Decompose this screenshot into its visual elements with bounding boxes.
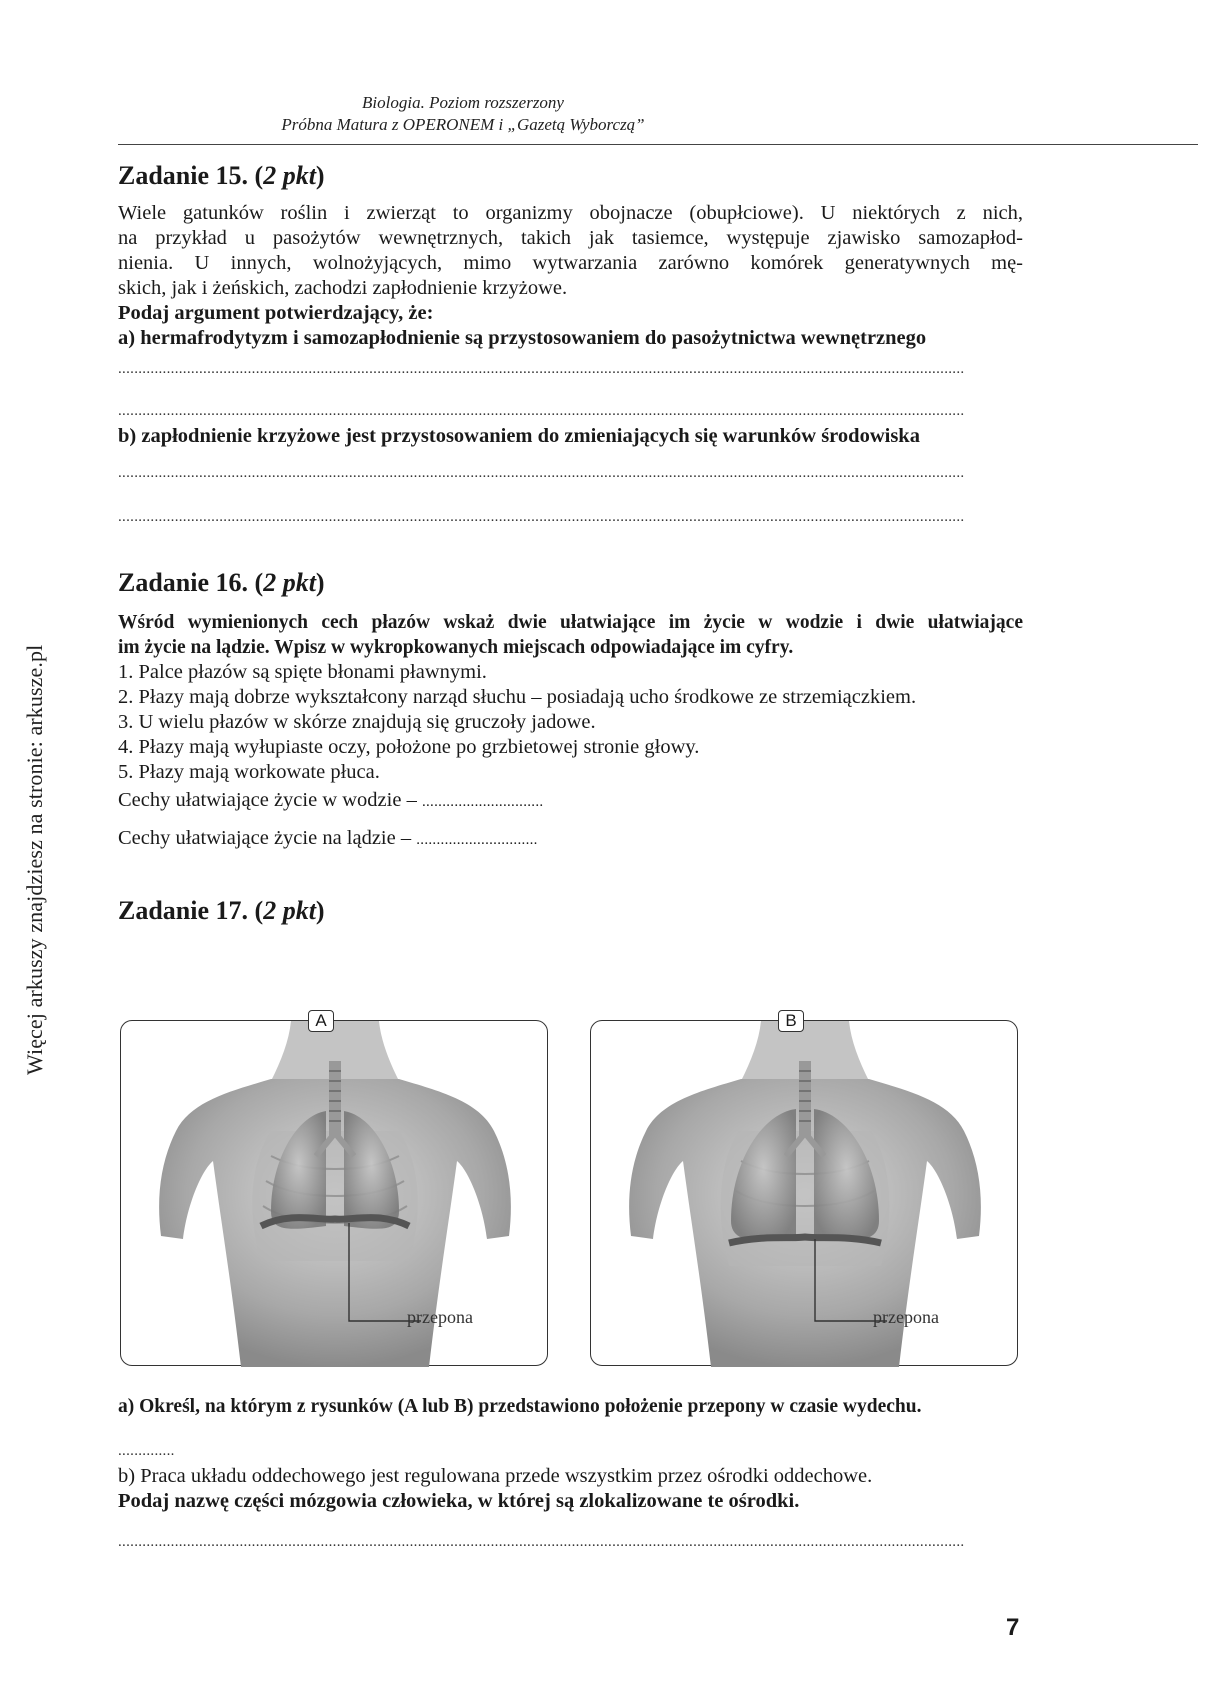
figure-b-diaphragm-label: przepona bbox=[873, 1307, 939, 1327]
task-16-item: 2. Płazy mają dobrze wykształcony narząd słuchu – posiadają ucho środkowe ze strzemiączkiem. bbox=[118, 686, 917, 708]
task-15-intro-line: skich, jak i żeńskich, zachodzi zapłodnienie krzyżowe. bbox=[118, 277, 568, 299]
task-15-intro bbox=[118, 201, 1023, 351]
task-17-part-b-context: b) Praca układu oddechowego jest regulowana przede wszystkim przez ośrodki oddechowe. bbox=[118, 1465, 873, 1487]
torso-lungs-illustration-b bbox=[591, 1021, 1019, 1367]
task-16-item: 3. U wielu płazów w skórze znajdują się gruczoły jadowe. bbox=[118, 711, 596, 733]
answer-line[interactable]: ................................................................................................................................................................................................................. bbox=[118, 510, 965, 525]
task-16-land-answer bbox=[118, 826, 1023, 853]
answer-line[interactable]: ................................................................................................................................................................................................................. bbox=[118, 404, 965, 419]
task-16-water-answer bbox=[118, 788, 1023, 815]
land-answer-field[interactable]: .............................. bbox=[416, 832, 538, 848]
task-16-instruction: im życie na lądzie. Wpisz w wykropkowanych miejscach odpowiadające im cyfry. bbox=[118, 637, 794, 658]
land-label: Cechy ułatwiające życie na lądzie – bbox=[118, 827, 417, 849]
answer-line[interactable]: ................................................................................................................................................................................................................. bbox=[118, 362, 965, 377]
task-17-part-a: a) Określ, na którym z rysunków (A lub B) przedstawiono położenie przepony w czasie wydechu. bbox=[118, 1396, 922, 1417]
task-15-intro-line: na przykład u pasożytów wewnętrznych, takich jak tasiemce, występuje zjawisko samozapłod- bbox=[118, 227, 1023, 249]
page-header bbox=[118, 92, 808, 136]
task-15-title: Zadanie 15. (2 pkt) bbox=[118, 161, 325, 190]
header-divider bbox=[118, 144, 1198, 145]
task-16-instruction: Wśród wymienionych cech płazów wskaż dwie ułatwiające im życie w wodzie i dwie ułatwiające bbox=[118, 612, 1023, 633]
task-15-intro-line: Wiele gatunków roślin i zwierząt to organizmy obojnacze (obupłciowe). U niektórych z nich, bbox=[118, 202, 1023, 224]
torso-lungs-illustration-a bbox=[121, 1021, 549, 1367]
water-answer-field[interactable]: .............................. bbox=[421, 794, 544, 810]
task-17-part-b bbox=[118, 1464, 1023, 1514]
task-16-title: Zadanie 16. (2 pkt) bbox=[118, 568, 325, 597]
figure-b-tag: B bbox=[778, 1010, 804, 1032]
figure-b bbox=[590, 1011, 1018, 1366]
task-16-item: 1. Palce płazów są spięte błonami pławnymi. bbox=[118, 661, 487, 683]
header-exam-name: Próbna Matura z OPERONEM i „Gazetą Wyborczą” bbox=[281, 115, 645, 134]
header-subject: Biologia. Poziom rozszerzony bbox=[362, 93, 564, 112]
task-15-part-b: b) zapłodnienie krzyżowe jest przystosowaniem do zmieniających się warunków środowiska bbox=[118, 425, 920, 447]
task-17 bbox=[118, 895, 1023, 927]
task-16-item: 4. Płazy mają wyłupiaste oczy, położone po grzbietowej stronie głowy. bbox=[118, 736, 700, 758]
water-label: Cechy ułatwiające życie w wodzie – bbox=[118, 789, 422, 811]
answer-line[interactable]: ................................................................................................................................................................................................................. bbox=[118, 1535, 965, 1550]
figure-a-diaphragm-label: przepona bbox=[407, 1307, 473, 1327]
task-16-body bbox=[118, 610, 1023, 785]
page-number: 7 bbox=[1006, 1614, 1020, 1641]
figure-a-tag: A bbox=[308, 1010, 334, 1032]
answer-line[interactable]: ................................................................................................................................................................................................................. bbox=[118, 466, 965, 481]
task-15 bbox=[118, 160, 1023, 192]
task-17-part-b-instruction: Podaj nazwę części mózgowia człowieka, w której są zlokalizowane te ośrodki. bbox=[118, 1490, 800, 1512]
task-15-part-a: a) hermafrodytyzm i samozapłodnienie są przystosowaniem do pasożytnictwa wewnętrznego bbox=[118, 327, 927, 349]
sidebar-watermark-text: Więcej arkuszy znajdziesz na stronie: arkusze.pl bbox=[22, 644, 47, 1075]
task-16 bbox=[118, 567, 1023, 599]
task-15-instruction: Podaj argument potwierdzający, że: bbox=[118, 302, 434, 324]
task-15-intro-line: nienia. U innych, wolnożyjących, mimo wytwarzania zarówno komórek generatywnych mę- bbox=[118, 252, 1023, 274]
figure-a bbox=[120, 1011, 548, 1366]
task-17-title: Zadanie 17. (2 pkt) bbox=[118, 896, 325, 925]
task-17-part-a-answer[interactable]: .............. bbox=[118, 1444, 175, 1459]
task-16-item: 5. Płazy mają workowate płuca. bbox=[118, 761, 380, 783]
